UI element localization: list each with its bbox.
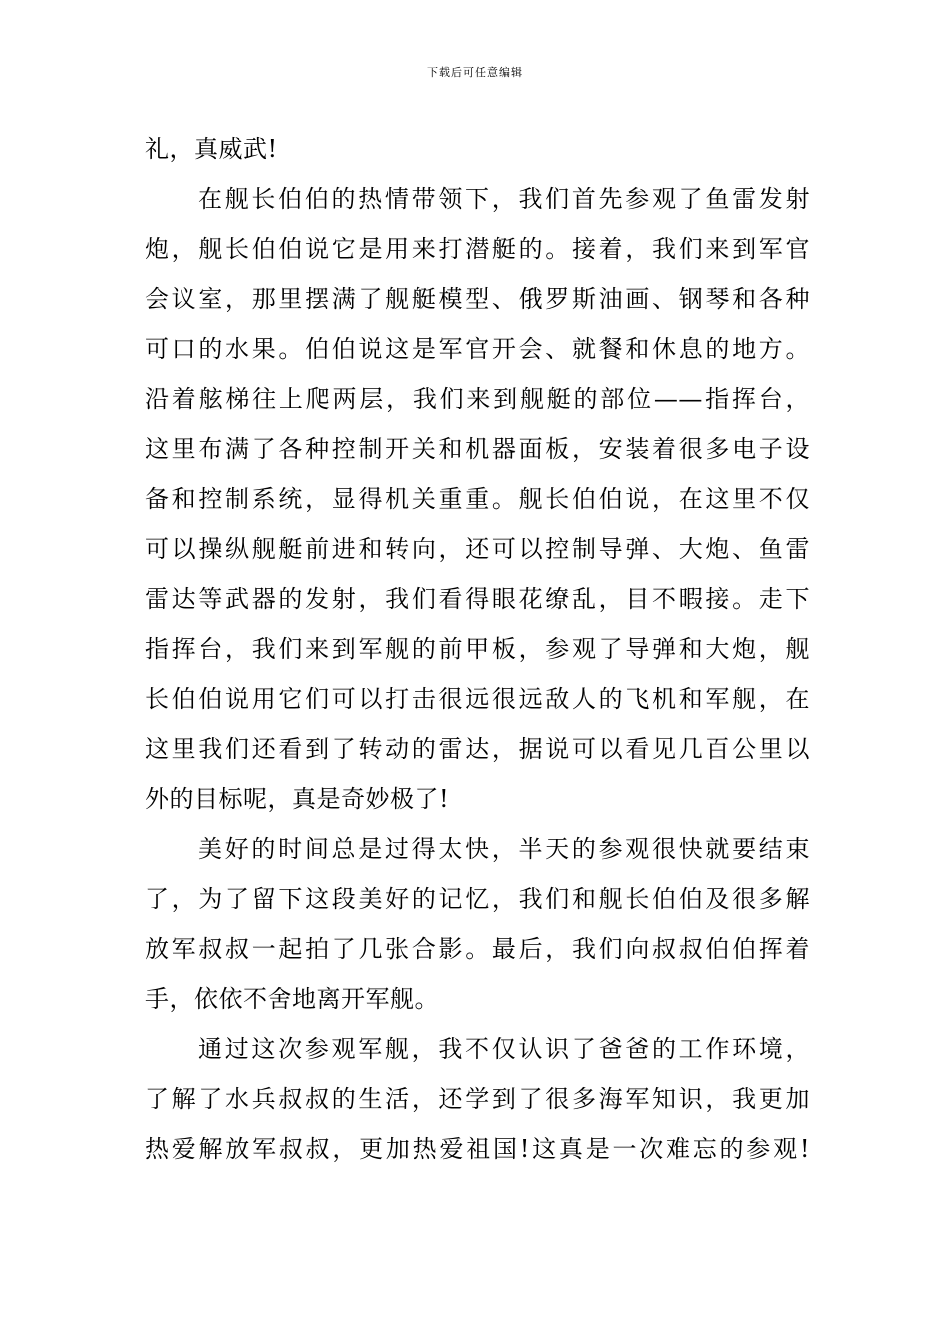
text-line: 雷达等武器的发射，我们看得眼花缭乱，目不暇接。走下: [145, 585, 810, 613]
text-line: 会议室，那里摆满了舰艇模型、俄罗斯油画、钢琴和各种: [145, 285, 810, 313]
page-header: 下载后可任意编辑: [427, 66, 523, 79]
text-line: 这里布满了各种控制开关和机器面板，安装着很多电子设: [145, 435, 810, 463]
text-line: 沿着舷梯往上爬两层，我们来到舰艇的部位——指挥台，: [145, 385, 810, 413]
text-line: 在舰长伯伯的热情带领下，我们首先参观了鱼雷发射: [198, 185, 810, 213]
text-line: 美好的时间总是过得太快，半天的参观很快就要结束: [198, 835, 810, 863]
text-line: 通过这次参观军舰，我不仅认识了爸爸的工作环境，: [198, 1035, 810, 1063]
text-line: 可口的水果。伯伯说这是军官开会、就餐和休息的地方。: [145, 335, 810, 363]
text-line: 礼，真威武!: [145, 135, 278, 163]
text-line: 备和控制系统，显得机关重重。舰长伯伯说，在这里不仅: [145, 485, 810, 513]
text-line: 这里我们还看到了转动的雷达，据说可以看见几百公里以: [145, 735, 810, 763]
text-line: 可以操纵舰艇前进和转向，还可以控制导弹、大炮、鱼雷: [145, 535, 810, 563]
text-line: 热爱解放军叔叔，更加热爱祖国!这真是一次难忘的参观!: [145, 1135, 810, 1163]
text-line: 炮，舰长伯伯说它是用来打潜艇的。接着，我们来到军官: [145, 235, 810, 263]
document-body: [145, 124, 810, 1174]
text-line: 手，依依不舍地离开军舰。: [145, 985, 439, 1013]
text-line: 外的目标呢，真是奇妙极了!: [145, 785, 450, 813]
text-line: 放军叔叔一起拍了几张合影。最后，我们向叔叔伯伯挥着: [145, 935, 810, 963]
text-line: 了解了水兵叔叔的生活，还学到了很多海军知识，我更加: [145, 1085, 810, 1113]
text-line: 了，为了留下这段美好的记忆，我们和舰长伯伯及很多解: [145, 885, 810, 913]
text-line: 指挥台，我们来到军舰的前甲板，参观了导弹和大炮，舰: [145, 635, 810, 663]
text-line: 长伯伯说用它们可以打击很远很远敌人的飞机和军舰，在: [145, 685, 810, 713]
